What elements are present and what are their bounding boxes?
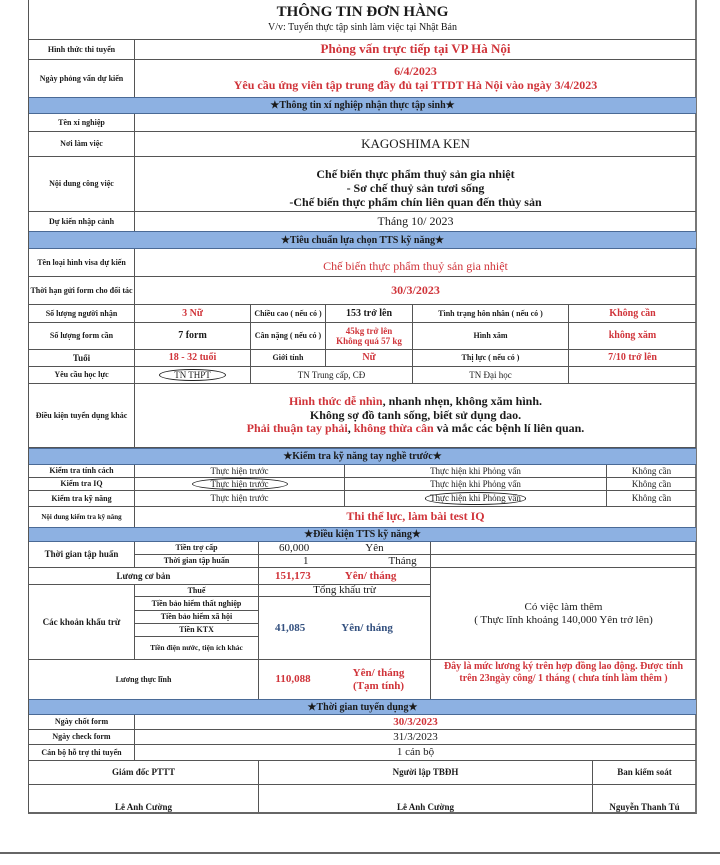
company-name-value xyxy=(135,114,696,132)
net-salary-note: Đây là mức lương ký trên hợp đồng lao động. Được tính trên 23ngày công/ 1 tháng ( chưa tính làm thêm ) xyxy=(431,660,696,700)
form-check-value: 31/3/2023 xyxy=(135,730,696,745)
support-staff-label: Cán bộ hỗ trợ thi tuyển xyxy=(29,745,135,761)
workplace-label: Nơi làm việc xyxy=(29,132,135,157)
net-salary-unit: Yên/ tháng (Tạm tính) xyxy=(327,660,431,700)
deduction-total-label: Tổng khấu trừ xyxy=(259,585,431,597)
exam-form-label: Hình thức thi tuyển xyxy=(29,40,135,60)
skill-option-selected xyxy=(345,491,607,507)
form-close-label: Ngày chốt form xyxy=(29,715,135,730)
form-deadline-label: Thời hạn gửi form cho đối tác xyxy=(29,277,135,305)
skill-option: Không cần xyxy=(607,491,696,507)
job-content-line: Chế biến thực phẩm thuỷ sản gia nhiệt xyxy=(316,167,515,182)
deduction-item: Thuế xyxy=(135,585,259,597)
criteria-label: Chiều cao ( nếu có ) xyxy=(251,305,326,323)
document-header xyxy=(29,0,696,40)
other-conditions-line: Hình thức dễ nhìn, nhanh nhẹn, không xăm hình. xyxy=(289,393,542,408)
interview-date-label: Ngày phỏng vấn dự kiến xyxy=(29,60,135,98)
skill-test-label: Kiểm tra IQ xyxy=(29,478,135,491)
skill-test-label: Kiểm tra kỹ năng xyxy=(29,491,135,507)
allowance-empty xyxy=(431,542,696,555)
criteria-label: Tuổi xyxy=(29,350,135,367)
job-content-line: -Chế biến thực phẩm chín liên quan đến thủy sản xyxy=(289,194,542,209)
signature-name: Lê Anh Cường xyxy=(29,785,259,812)
criteria-label: Số lượng người nhận xyxy=(29,305,135,323)
criteria-value: 7 form xyxy=(135,323,251,350)
signature-name: Lê Anh Cường xyxy=(259,785,593,812)
education-label: Yêu cầu học lực xyxy=(29,367,135,384)
section-conditions-header: ★Điều kiện TTS kỹ năng★ xyxy=(29,527,696,542)
skill-option: Thực hiện trước xyxy=(135,465,345,478)
criteria-label: Giới tính xyxy=(251,350,326,367)
base-salary-unit: Yên/ tháng xyxy=(344,569,397,582)
section-skills-header: ★Kiểm tra kỹ năng tay nghề trước★ xyxy=(29,448,696,465)
skill-option: Thực hiện trước xyxy=(135,491,345,507)
training-time-label: Thời gian tập huấn xyxy=(135,555,259,568)
other-conditions-label: Điều kiện tuyển dụng khác xyxy=(29,384,135,448)
selection-circle: TN THPT xyxy=(159,369,226,381)
overtime-info xyxy=(431,568,696,660)
skill-option: Không cần xyxy=(607,478,696,491)
form-deadline-value: 30/3/2023 xyxy=(135,277,696,305)
criteria-value: Không cần xyxy=(569,305,696,323)
company-name-label: Tên xí nghiệp xyxy=(29,114,135,132)
deduction-item: Tiền KTX xyxy=(135,624,259,637)
signature-name: Nguyễn Thanh Tú xyxy=(609,801,680,812)
job-content-label: Nội dung công việc xyxy=(29,157,135,212)
training-time-value-cell xyxy=(259,555,431,568)
deduction-total-unit: Yên/ tháng xyxy=(341,621,393,634)
visa-value: Chế biến thực phẩm thuỷ sản gia nhiệt xyxy=(135,249,696,277)
allowance-value: 60,000 xyxy=(279,542,310,554)
selection-circle: Thực hiện trước xyxy=(192,478,288,490)
signature-role: Ban kiểm soát xyxy=(593,761,696,785)
criteria-value: 3 Nữ xyxy=(135,305,251,323)
base-salary-label: Lương cơ bản xyxy=(29,568,259,585)
page-edge-line xyxy=(0,852,720,854)
order-info-sheet xyxy=(28,0,697,814)
criteria-value: 18 - 32 tuổi xyxy=(135,350,251,367)
section-timeline-header: ★Thời gian tuyển dụng★ xyxy=(29,699,696,715)
entry-value: Tháng 10/ 2023 xyxy=(135,212,696,232)
base-salary-value-cell xyxy=(259,568,431,585)
other-conditions-line: Không sợ đồ tanh sống, biết sử dụng dao. xyxy=(309,407,522,422)
criteria-label: Thị lực ( nếu có ) xyxy=(413,350,569,367)
deduction-item: Tiền bảo hiểm thất nghiệp xyxy=(135,597,259,611)
criteria-value: 153 trở lên xyxy=(326,305,413,323)
deduction-item: Tiền điện nước, tiện ích khác xyxy=(135,637,259,660)
criteria-label: Số lượng form cần xyxy=(29,323,135,350)
education-option: TN Trung cấp, CĐ xyxy=(251,367,413,384)
criteria-label: Hình xăm xyxy=(413,323,569,350)
form-check-label: Ngày check form xyxy=(29,730,135,745)
training-time-value: 1 xyxy=(303,555,309,567)
skill-option: Không cần xyxy=(607,465,696,478)
skill-option-selected xyxy=(135,478,345,491)
education-option-selected xyxy=(135,367,251,384)
net-salary-value: 110,088 xyxy=(259,660,327,700)
workplace-value: KAGOSHIMA KEN xyxy=(135,132,696,157)
support-staff-value: 1 cán bộ xyxy=(135,745,696,761)
signature-role: Người lập TBĐH xyxy=(259,761,593,785)
document-title: THÔNG TIN ĐƠN HÀNG xyxy=(276,4,449,20)
form-close-value: 30/3/2023 xyxy=(135,715,696,730)
overtime-line: Có việc làm thêm xyxy=(524,600,603,613)
net-salary-label: Lương thực lĩnh xyxy=(29,660,259,700)
interview-note: Yêu cầu ứng viên tập trung đầy đủ tại TTDT Hà Nội vào ngày 3/4/2023 xyxy=(233,77,598,92)
criteria-value: không xăm xyxy=(569,323,696,350)
education-empty xyxy=(569,367,696,384)
deduction-total-value: 41,085 xyxy=(275,621,306,634)
criteria-value: Nữ xyxy=(326,350,413,367)
overtime-line: ( Thực lĩnh khoảng 140,000 Yên trở lên) xyxy=(474,613,653,626)
exam-form-value: Phỏng vấn trực tiếp tại VP Hà Nội xyxy=(135,40,696,60)
other-conditions-line: Phải thuận tay phải, không thừa cân và mắc các bệnh lí liên quan. xyxy=(246,421,585,436)
deduction-item: Tiền bảo hiểm xã hội xyxy=(135,611,259,624)
criteria-value: 7/10 trở lên xyxy=(569,350,696,367)
selection-circle: Thực hiện khi Phỏng vấn xyxy=(425,492,526,504)
criteria-value: 45kg trở lên Không quá 57 kg xyxy=(326,323,413,350)
entry-label: Dự kiến nhập cảnh xyxy=(29,212,135,232)
section-criteria-header: ★Tiêu chuẩn lựa chọn TTS kỹ năng★ xyxy=(29,231,696,249)
skill-content-value: Thi thể lực, làm bài test IQ xyxy=(135,507,696,528)
interview-date-value: 6/4/2023 xyxy=(394,63,437,78)
deduction-total-cell xyxy=(259,597,431,660)
training-label: Thời gian tập huấn xyxy=(29,542,135,568)
visa-label: Tên loại hình visa dự kiến xyxy=(29,249,135,277)
job-content-line: - Sơ chế thuỷ sản tươi sống xyxy=(346,181,485,196)
allowance-label: Tiền trợ cấp xyxy=(135,542,259,555)
skill-option: Thực hiện khi Phỏng vấn xyxy=(345,465,607,478)
training-time-unit: Tháng xyxy=(388,555,417,567)
allowance-value-cell xyxy=(259,542,431,555)
job-content-value xyxy=(135,157,696,212)
base-salary-value: 151,173 xyxy=(275,569,311,582)
document-subtitle: V/v: Tuyển thực tập sinh làm việc tại Nhật Bản xyxy=(267,22,457,33)
deductions-label: Các khoản khấu trừ xyxy=(29,585,135,660)
skill-test-label: Kiểm tra tính cách xyxy=(29,465,135,478)
section-company-header: ★Thông tin xí nghiệp nhận thực tập sinh★ xyxy=(29,97,696,114)
skill-option: Thực hiện khi Phỏng vấn xyxy=(345,478,607,491)
other-conditions-value xyxy=(135,384,696,448)
criteria-label: Tình trạng hôn nhân ( nếu có ) xyxy=(413,305,569,323)
allowance-unit: Yên xyxy=(365,542,384,554)
interview-date-cell xyxy=(135,60,696,98)
training-time-empty xyxy=(431,555,696,568)
signature-role: Giám đốc PTTT xyxy=(29,761,259,785)
criteria-label: Cân nặng ( nếu có ) xyxy=(251,323,326,350)
skill-content-label: Nội dung kiểm tra kỹ năng xyxy=(29,507,135,528)
education-option: TN Đại học xyxy=(413,367,569,384)
